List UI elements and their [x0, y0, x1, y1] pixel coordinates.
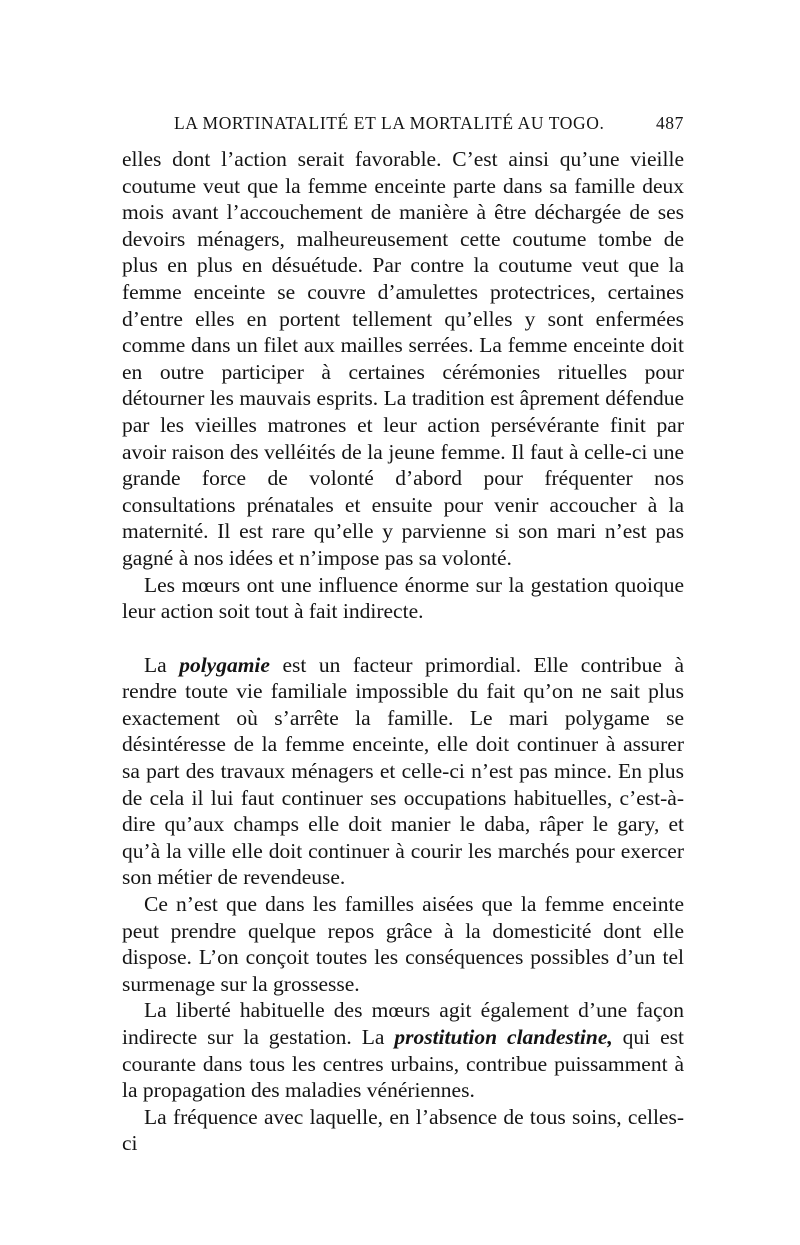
section-gap: [122, 625, 684, 652]
paragraph-2: Les mœurs ont une influence énorme sur la gestation quoique leur action soit tout à fait indirecte.: [122, 572, 684, 624]
paragraph-4: Ce n’est que dans les familles aisées que la femme enceinte peut prendre quelque repos grâce à la domesticité dont elle dispose. L’on conçoit toutes les conséquences possibles d’un tel surmenage sur la grossesse.: [122, 892, 684, 996]
page: [122, 113, 684, 1157]
emphasis-prostitution: prostitution clandestine,: [394, 1025, 613, 1049]
paragraph-3-after: est un facteur primordial. Elle contribue à rendre toute vie familiale impossible du fait qu’on ne sait plus exactement où s’arrête la famille. Le mari polygame se désintéresse de la femme enceinte, elle doit continuer à assurer sa part des travaux ménagers et celle-ci n’est pas mince. En plus de cela il lui faut continuer ses occupations habituelles, c’est-à-dire qu’aux champs elle doit manier le daba, râper le gary, et qu’à la ville elle doit continuer à courir les marchés pour exercer son métier de revendeuse.: [122, 652, 684, 890]
paragraph-3: [122, 652, 684, 891]
paragraph-6: La fréquence avec laquelle, en l’absence de tous soins, celles-ci: [122, 1104, 684, 1156]
paragraph-3-before: La: [144, 652, 180, 677]
paragraph-5-after: qui est courante dans tous les centres urbains, contribue puissamment à la propagation des maladies vénériennes.: [122, 1025, 684, 1103]
emphasis-polygamie: polygamie: [179, 652, 270, 677]
running-header: [122, 113, 684, 134]
paragraph-1: elles dont l’action serait favorable. C’est ainsi qu’une vieille coutume veut que la femme enceinte parte dans sa famille deux mois avant l’accouchement de manière à être déchargée de ses devoirs ménagers, malheureusement cette coutume tombe de plus en plus en désuétude. Par contre la coutume veut que la femme enceinte se couvre d’amulettes protectrices, certaines d’entre elles en portent tellement qu’elles y sont enfermées comme dans un filet aux mailles serrées. La femme enceinte doit en outre participer à certaines cérémonies rituelles pour détourner les mauvais esprits. La tradition est âprement défendue par les vieilles matrones et leur action persévérante finit par avoir raison des velléités de la jeune femme. Il faut à celle-ci une grande force de volonté d’abord pour fréquenter nos consultations prénatales et ensuite pour venir accoucher à la maternité. Il est rare qu’elle y parvienne si son mari n’est pas gagné à nos idées et n’impose pas sa volonté.: [122, 147, 684, 570]
header-title: LA MORTINATALITÉ ET LA MORTALITÉ AU TOGO.: [174, 113, 605, 133]
paragraph-5: [122, 997, 684, 1103]
paragraph-5-before: La liberté habituelle des mœurs agit également d’une façon indirecte sur la gestation. La: [122, 998, 684, 1049]
page-number: 487: [655, 113, 684, 133]
